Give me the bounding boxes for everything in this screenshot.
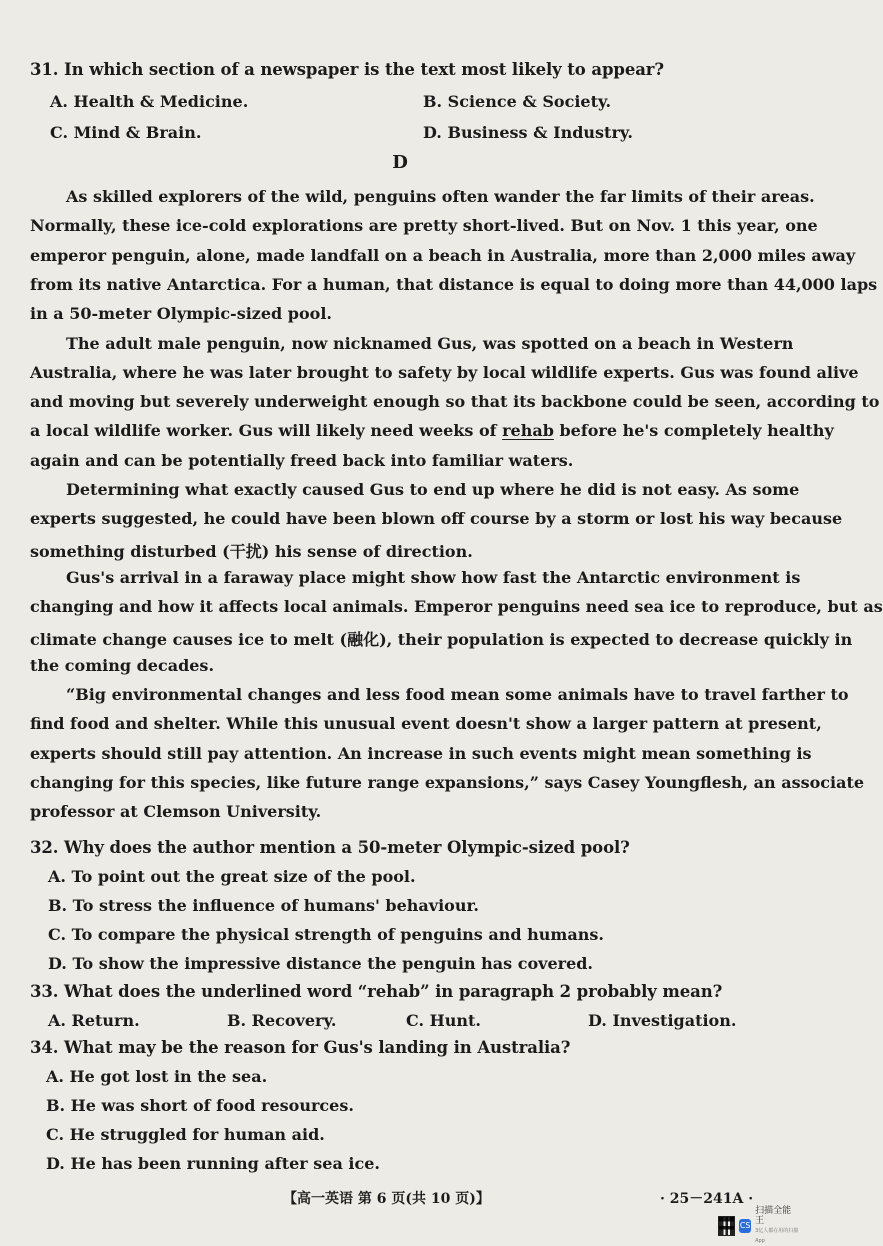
question-32-option-b: B. To stress the influence of humans' behaviour.	[48, 896, 479, 915]
question-33-option-b: B. Recovery.	[227, 1011, 337, 1030]
question-33-option-c: C. Hunt.	[406, 1011, 481, 1030]
question-31-option-d: D. Business & Industry.	[423, 123, 633, 142]
passage-line: find food and shelter. While this unusual event doesn't show a larger pattern at present,	[30, 714, 822, 734]
passage-line: in a 50-meter Olympic-sized pool.	[30, 304, 332, 324]
passage-line: the coming decades.	[30, 655, 215, 675]
passage-line: The adult male penguin, now nicknamed Gus, was spotted on a beach in Western	[66, 333, 794, 353]
passage-line: something disturbed (干扰) his sense of direction.	[30, 541, 473, 561]
cs-logo-icon: CS	[739, 1219, 751, 1233]
question-31-option-c: C. Mind & Brain.	[50, 123, 202, 142]
question-34-option-d: D. He has been running after sea ice.	[46, 1154, 380, 1173]
passage-line: and moving but severely underweight enough so that its backbone could be seen, according to	[30, 392, 880, 412]
passage-text: a local wildlife worker. Gus will likely need weeks of	[30, 421, 503, 441]
scanner-app-name: 扫描全能王	[755, 1206, 792, 1226]
question-31-stem: 31. In which section of a newspaper is the text most likely to appear?	[30, 60, 664, 79]
passage-line: emperor penguin, alone, made landfall on a beach in Australia, more than 2,000 miles away	[30, 245, 856, 265]
page-footer-code: · 25－241A ·	[660, 1191, 754, 1207]
passage-line: As skilled explorers of the wild, penguins often wander the far limits of their areas.	[66, 187, 815, 206]
passage-line: from its native Antarctica. For a human, that distance is equal to doing more than 44,000 laps	[30, 274, 878, 294]
passage-line: changing for this species, like future range expansions,” says Casey Youngflesh, an associate	[30, 773, 865, 792]
passage-line: Australia, where he was later brought to safety by local wildlife experts. Gus was found alive	[30, 362, 859, 382]
qr-code-icon	[718, 1216, 735, 1236]
passage-line: “Big environmental changes and less food mean some animals have to travel farther to	[66, 685, 849, 705]
question-34-option-b: B. He was short of food resources.	[46, 1096, 354, 1115]
question-33-option-d: D. Investigation.	[588, 1011, 737, 1030]
question-31-option-b: B. Science & Society.	[423, 92, 612, 111]
question-33-stem: 33. What does the underlined word “rehab” in paragraph 2 probably mean?	[30, 982, 723, 1001]
scanner-watermark	[718, 1206, 800, 1246]
passage-line: professor at Clemson University.	[30, 802, 322, 822]
question-32-stem: 32. Why does the author mention a 50-meter Olympic-sized pool?	[30, 838, 630, 857]
question-33-option-a: A. Return.	[48, 1011, 140, 1030]
passage-line: Gus's arrival in a faraway place might show how fast the Antarctic environment is	[66, 567, 801, 587]
passage-line: changing and how it affects local animals. Emperor penguins need sea ice to reproduce, but as	[30, 597, 883, 617]
passage-line: Normally, these ice-cold explorations are pretty short-lived. But on Nov. 1 this year, one	[30, 216, 818, 236]
scanner-tagline: 3亿人都在用的扫描App	[755, 1228, 799, 1244]
passage-line: climate change causes ice to melt (融化), their population is expected to decrease quickly in	[30, 629, 853, 649]
passage-line: Determining what exactly caused Gus to end up where he did is not easy. As some	[66, 480, 800, 499]
question-32-option-a: A. To point out the great size of the pool.	[48, 867, 416, 886]
passage-line: experts should still pay attention. An increase in such events might mean something is	[30, 743, 812, 763]
underlined-word-rehab: rehab	[502, 421, 554, 441]
passage-line	[30, 421, 834, 441]
question-34-stem: 34. What may be the reason for Gus's landing in Australia?	[30, 1038, 571, 1057]
page-footer-label: 【高一英语 第 6 页(共 10 页)】	[283, 1191, 490, 1207]
section-letter: D	[392, 152, 408, 173]
passage-line: experts suggested, he could have been blown off course by a storm or lost his way because	[30, 509, 843, 529]
question-34-option-c: C. He struggled for human aid.	[46, 1125, 325, 1144]
question-31-option-a: A. Health & Medicine.	[50, 92, 249, 111]
passage-text: before he's completely healthy	[553, 421, 834, 441]
question-34-option-a: A. He got lost in the sea.	[46, 1067, 268, 1086]
question-32-option-d: D. To show the impressive distance the penguin has covered.	[48, 954, 593, 973]
question-32-option-c: C. To compare the physical strength of penguins and humans.	[48, 925, 604, 944]
passage-line: again and can be potentially freed back into familiar waters.	[30, 450, 574, 470]
